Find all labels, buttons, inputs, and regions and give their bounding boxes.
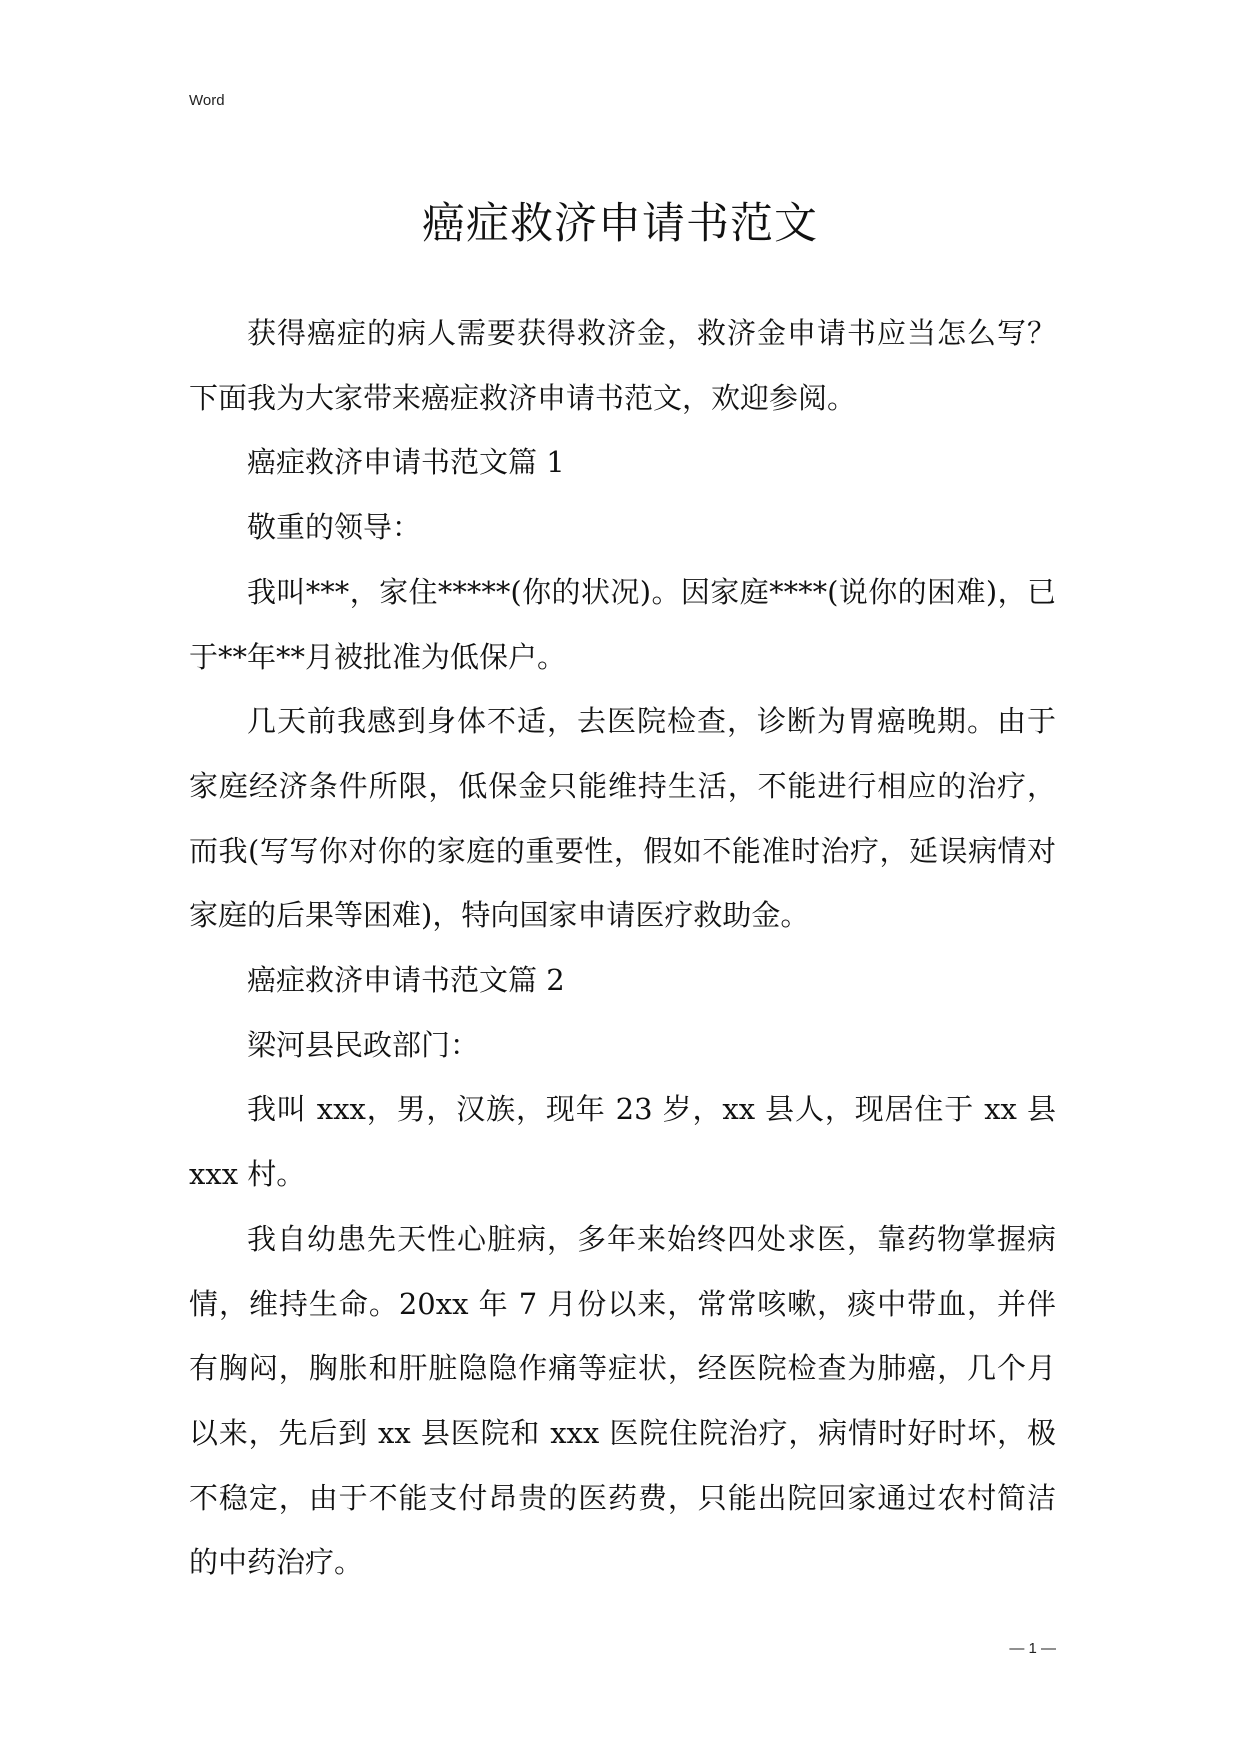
section-heading-2: 癌症救济申请书范文篇 2 (247, 963, 565, 998)
section-heading-1: 癌症救济申请书范文篇 1 (247, 445, 565, 480)
paragraph-intro: 获得癌症的病人需要获得救济金，救济金申请书应当怎么写？下面我为大家带来癌症救济申请书范文，欢迎参阅。 (189, 316, 1056, 415)
document-body (189, 301, 1056, 1595)
document-title: 癌症救济申请书范文 (422, 199, 818, 249)
page-number: — 1 — (1009, 1640, 1056, 1657)
header-label: Word (189, 92, 225, 109)
paragraph-self-introduction-2: 我叫 xxx，男，汉族，现年 23 岁，xx 县人，现居住于 xx 县 xxx 村。 (189, 1092, 1056, 1192)
paragraph-self-introduction-1: 我叫***，家住*****(你的状况)。因家庭****(说你的困难)，已于**年**月被批准为低保户。 (189, 574, 1056, 674)
salutation-1: 敬重的领导： (247, 510, 422, 545)
salutation-2: 梁河县民政部门： (247, 1027, 480, 1062)
paragraph-illness-1: 几天前我感到身体不适，去医院检查，诊断为胃癌晚期。由于家庭经济条件所限，低保金只能维持生活，不能进行相应的治疗，而我(写写你对你的家庭的重要性，假如不能准时治疗，延误病情对家庭的后果等困难)，特向国家申请医疗救助金。 (189, 704, 1056, 933)
paragraph-illness-2: 我自幼患先天性心脏病，多年来始终四处求医，靠药物掌握病情，维持生命。20xx 年 7 月份以来，常常咳嗽，痰中带血，并伴有胸闷，胸胀和肝脏隐隐作痛等症状，经医院检查为肺癌，几个月以来，先后到 xx 县医院和 xxx 医院住院治疗，病情时好时坏，极不稳定，由于不能支付昂贵的医药费，只能出院回家通过农村简洁的中药治疗。 (189, 1221, 1056, 1580)
